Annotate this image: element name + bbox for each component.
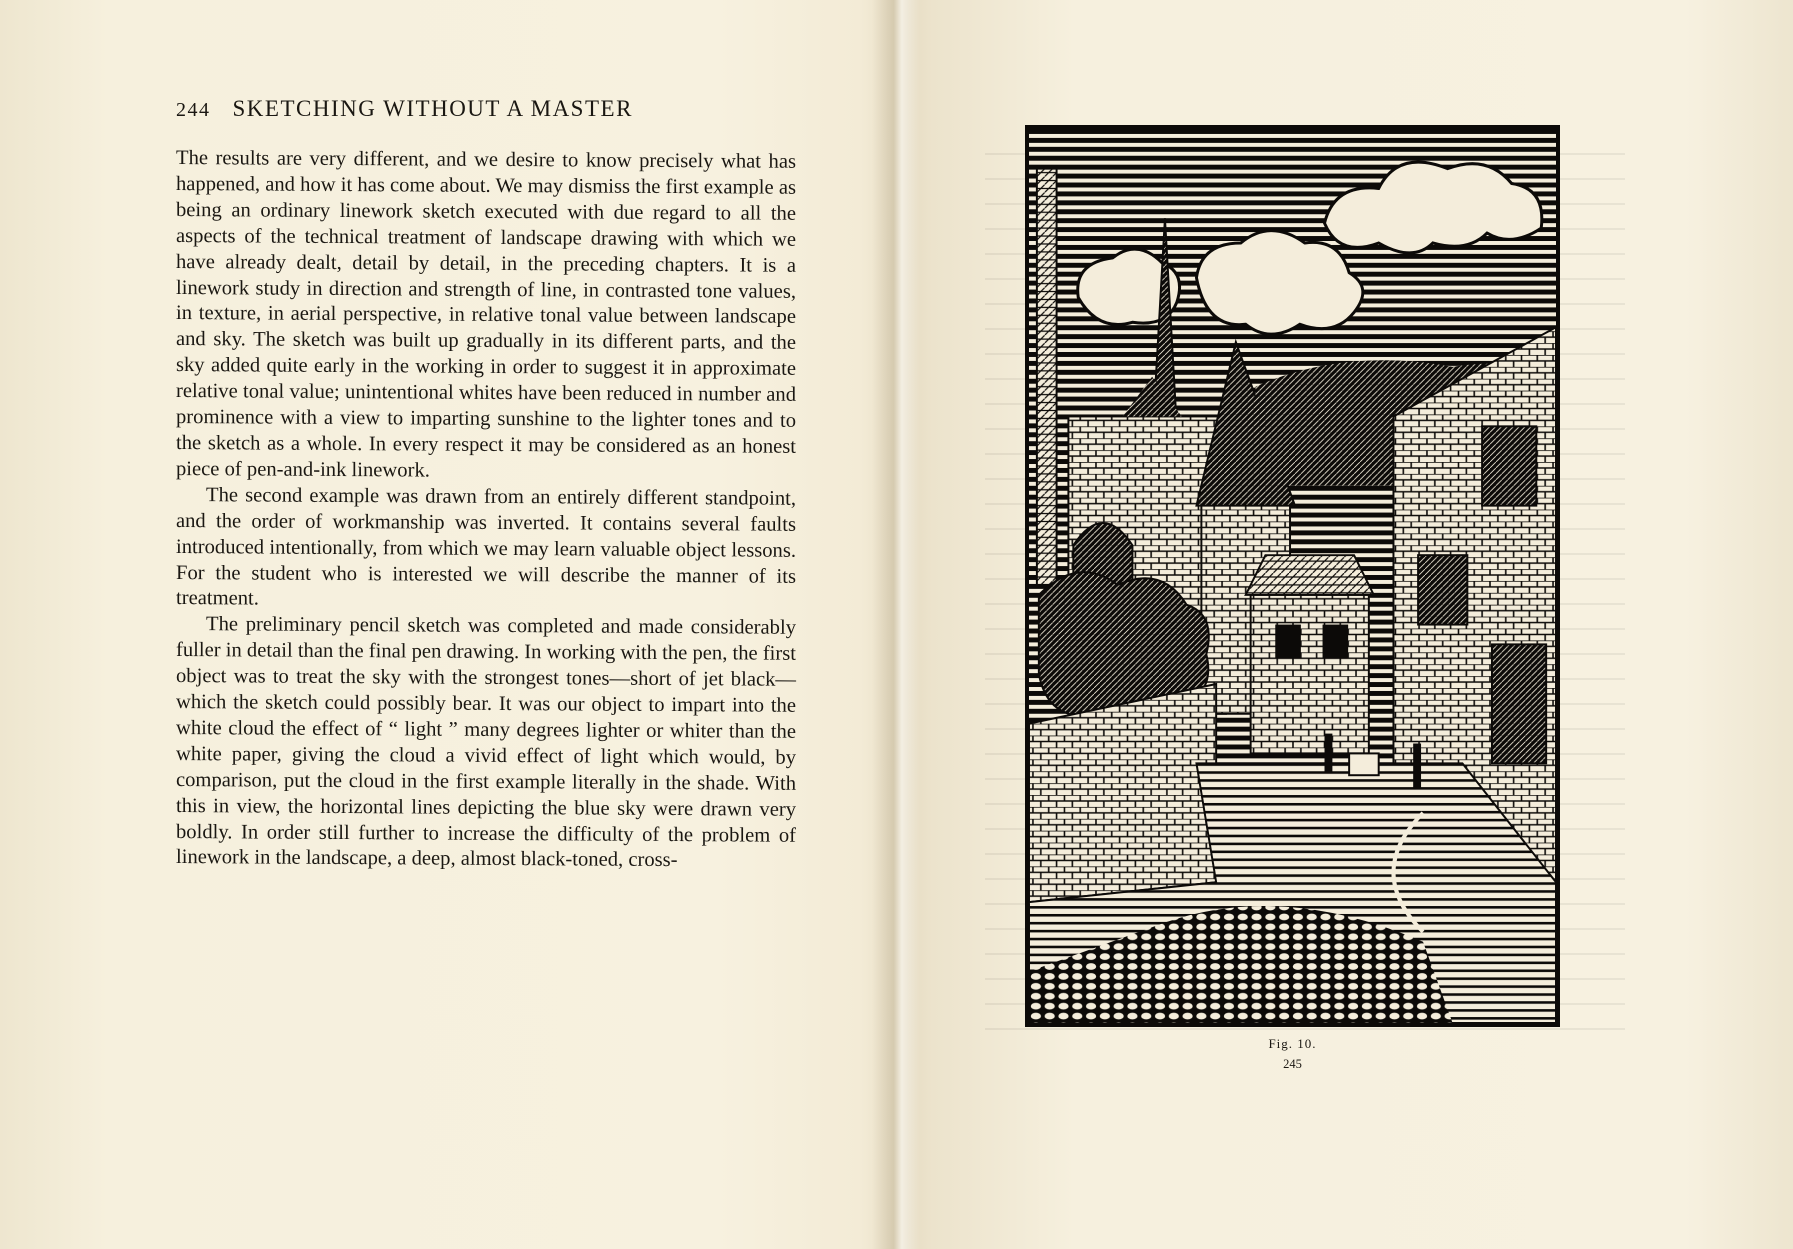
page-number-left: 244	[176, 99, 211, 121]
left-page	[176, 96, 796, 871]
page-number-right: 245	[1283, 1057, 1302, 1071]
figure-caption: Fig. 10.	[1268, 1036, 1317, 1051]
book-gutter	[872, 0, 920, 1249]
running-head-title: SKETCHING WITHOUT A MASTER	[232, 96, 633, 121]
paragraph-3: The preliminary pencil sketch was completed and made considerably fuller in detail than the final pen drawing. In working with the pen, the first object was to treat the sky with the strongest tones—short of jet black—which the sketch could possibly bear. It was our object to impart into the white cloud the effect of “ light ” many degrees lighter or whiter than the white paper, giving the cloud a vivid effect of light which would, by comparison, put the cloud in the first example literally in the shade. With this in view, the horizontal lines depicting the blue sky were drawn very boldly. In order still further to increase the difficulty of the problem of linework in the landscape, a deep, almost black-toned, cross-	[176, 613, 796, 872]
running-head	[176, 96, 796, 140]
street-scene-linework	[1029, 129, 1556, 1023]
figure-illustration	[1025, 125, 1560, 1027]
paragraph-1: The results are very different, and we desire to know precisely what has happened, and how it has come about. We may dismiss the first example as being an ordinary linework sketch executed with due regard to all the aspects of the technical treatment of landscape drawing with which we have already dealt, detail by detail, in the preceding chapters. It is a linework study in direction and strength of line, in contrasted tone values, in texture, in aerial perspective, in relative tonal value between landscape and sky. The sketch was built up gradually in its different parts, and the sky added quite early in the working in order to suggest it in approximate relative tonal value; unintentional whites have been reduced in number and prominence with a view to imparting sunshine to the lighter tones and to the sketch as a whole. In every respect it may be considered as an honest piece of pen-and-ink linework.	[176, 147, 796, 482]
paragraph-2: The second example was drawn from an entirely different standpoint, and the order of workmanship was inverted. It contains several faults introduced intentionally, from which we may learn valuable object lessons. For the student who is interested we will describe the manner of its treatment.	[176, 483, 796, 610]
body-text	[176, 146, 796, 875]
